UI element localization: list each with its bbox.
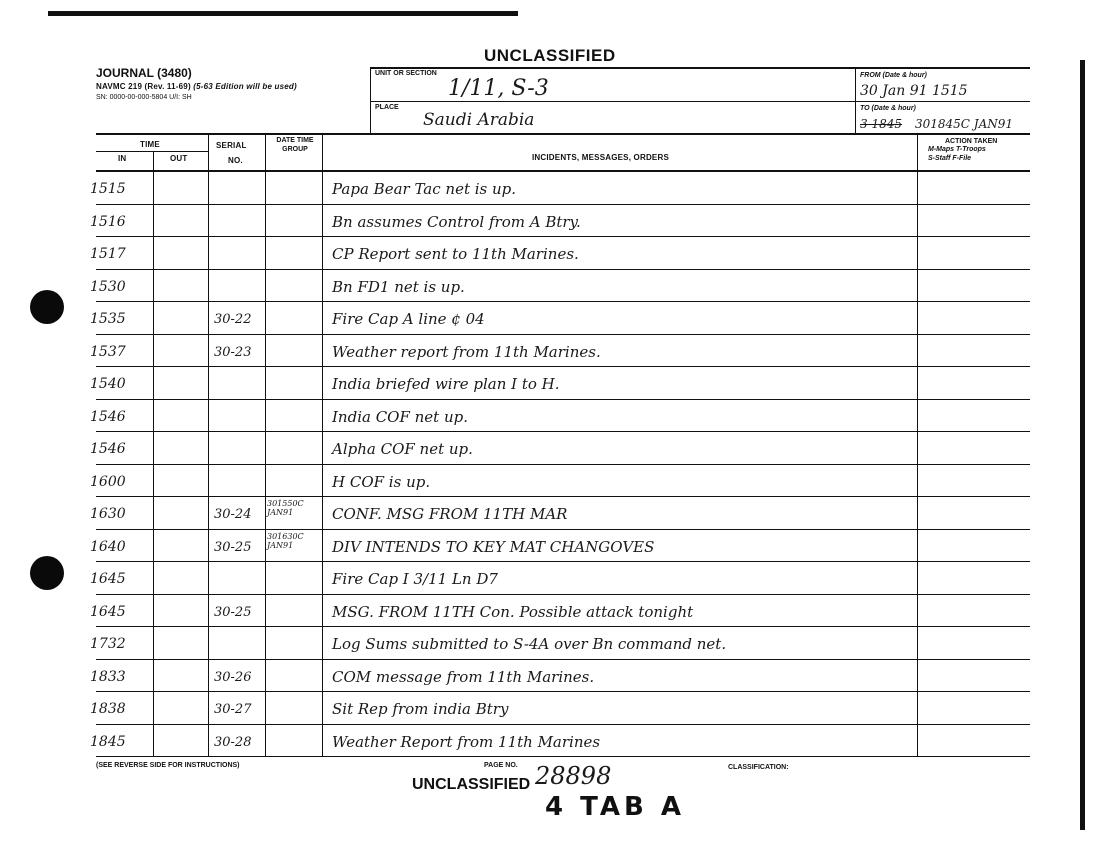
row-serial: 30-22 bbox=[214, 312, 252, 327]
row-time: 1540 bbox=[90, 376, 126, 392]
col-incidents: INCIDENTS, MESSAGES, ORDERS bbox=[532, 153, 669, 162]
row-time: 1645 bbox=[90, 571, 126, 587]
row-divider bbox=[96, 464, 1030, 465]
row-divider bbox=[96, 431, 1030, 432]
col-dtg: DATE TIME GROUP bbox=[276, 137, 314, 153]
col-time: TIME bbox=[140, 140, 160, 149]
row-divider bbox=[96, 399, 1030, 400]
form-edition-text: (5-63 Edition will be used) bbox=[193, 82, 297, 91]
place-label: PLACE bbox=[375, 104, 399, 111]
row-divider bbox=[96, 301, 1030, 302]
row-time: 1845 bbox=[90, 733, 126, 750]
row-time: 1630 bbox=[90, 506, 126, 522]
binder-hole-top bbox=[30, 290, 64, 324]
tab-mark: 4 TAB A bbox=[545, 792, 685, 822]
place-value: Saudi Arabia bbox=[423, 110, 535, 130]
row-divider bbox=[96, 561, 1030, 562]
row-dtg: 301550C JAN91 bbox=[267, 499, 304, 517]
row-time: 1516 bbox=[90, 213, 126, 230]
row-time: 1732 bbox=[90, 636, 126, 652]
row-time: 1546 bbox=[90, 408, 126, 425]
to-strike: 3 1845 bbox=[860, 117, 902, 131]
row-incident: India briefed wire plan I to H. bbox=[332, 375, 560, 393]
row-incident: Fire Cap A line ¢ 04 bbox=[332, 310, 485, 328]
row-divider bbox=[96, 659, 1030, 660]
unit-label: UNIT OR SECTION bbox=[375, 70, 437, 77]
row-divider bbox=[96, 269, 1030, 270]
handwritten-page-number: 28898 bbox=[535, 762, 612, 790]
col-serial: SERIAL bbox=[216, 141, 247, 150]
row-incident: Fire Cap I 3/11 Ln D7 bbox=[332, 570, 498, 588]
row-incident: DIV INTENDS TO KEY MAT CHANGOVES bbox=[332, 537, 655, 556]
row-incident: Bn assumes Control from A Btry. bbox=[332, 212, 581, 231]
form-title: JOURNAL (3480) bbox=[96, 66, 192, 80]
form-number bbox=[96, 82, 297, 91]
row-incident: Weather Report from 11th Marines bbox=[332, 732, 601, 751]
row-divider bbox=[96, 204, 1030, 205]
classification-top: UNCLASSIFIED bbox=[484, 46, 616, 65]
row-time: 1600 bbox=[90, 473, 126, 490]
right-scan-bar bbox=[1080, 60, 1085, 830]
row-divider bbox=[96, 756, 1030, 757]
row-divider bbox=[96, 236, 1030, 237]
row-serial: 30-25 bbox=[214, 539, 252, 555]
col-serial-no: NO. bbox=[228, 156, 243, 165]
row-divider bbox=[96, 529, 1030, 530]
row-time: 1517 bbox=[90, 246, 126, 262]
row-incident: Log Sums submitted to S-4A over Bn command net. bbox=[332, 635, 727, 653]
col-in: IN bbox=[118, 154, 127, 163]
row-divider bbox=[96, 496, 1030, 497]
top-scan-bar bbox=[48, 11, 518, 16]
row-divider bbox=[96, 594, 1030, 595]
row-time: 1546 bbox=[90, 441, 126, 457]
row-serial: 30-24 bbox=[214, 507, 252, 522]
classification-bottom: UNCLASSIFIED bbox=[412, 776, 531, 793]
row-divider bbox=[96, 366, 1030, 367]
to-value: 301845C JAN91 bbox=[915, 117, 1014, 131]
row-time: 1530 bbox=[90, 278, 126, 295]
form-sn: SN: 0000-00-000-5804 U/I: SH bbox=[96, 94, 192, 101]
row-dtg: 301630C JAN91 bbox=[267, 531, 304, 550]
row-incident: Weather report from 11th Marines. bbox=[332, 342, 601, 361]
row-serial: 30-27 bbox=[214, 702, 252, 717]
row-incident: H COF is up. bbox=[332, 472, 431, 491]
row-incident: Papa Bear Tac net is up. bbox=[332, 180, 517, 198]
from-label: FROM (Date & hour) bbox=[860, 72, 927, 79]
row-incident: Sit Rep from india Btry bbox=[332, 700, 509, 718]
unit-value: 1/11, S-3 bbox=[448, 76, 549, 101]
row-incident: COM message from 11th Marines. bbox=[332, 667, 595, 686]
row-incident: India COF net up. bbox=[332, 407, 469, 426]
form-number-text: NAVMC 219 (Rev. 11-69) bbox=[96, 82, 191, 91]
row-incident: CONF. MSG FROM 11TH MAR bbox=[332, 505, 568, 523]
row-divider bbox=[96, 691, 1030, 692]
row-serial: 30-23 bbox=[214, 344, 252, 360]
col-action: ACTION TAKEN bbox=[945, 138, 998, 145]
footer-instructions: (SEE REVERSE SIDE FOR INSTRUCTIONS) bbox=[96, 762, 240, 769]
row-time: 1838 bbox=[90, 701, 126, 717]
row-divider bbox=[96, 334, 1030, 335]
binder-hole-bottom bbox=[30, 556, 64, 590]
row-serial: 30-28 bbox=[214, 734, 252, 750]
row-divider bbox=[96, 626, 1030, 627]
row-incident: MSG. FROM 11TH Con. Possible attack tonight bbox=[332, 602, 694, 621]
row-time: 1640 bbox=[90, 538, 126, 555]
row-time: 1515 bbox=[90, 181, 126, 197]
row-incident: Bn FD1 net is up. bbox=[332, 277, 465, 296]
from-value: 30 Jan 91 1515 bbox=[860, 83, 968, 99]
row-divider bbox=[96, 724, 1030, 725]
col-out: OUT bbox=[170, 154, 188, 163]
col-action-codes: M-Maps T-Troops bbox=[928, 146, 986, 153]
row-time: 1645 bbox=[90, 603, 126, 620]
row-incident: CP Report sent to 11th Marines. bbox=[332, 245, 579, 263]
row-time: 1833 bbox=[90, 668, 126, 685]
to-label: TO (Date & hour) bbox=[860, 105, 916, 112]
footer-classification-label: CLASSIFICATION: bbox=[728, 764, 789, 771]
row-time: 1535 bbox=[90, 311, 126, 327]
footer-page-no-label: PAGE NO. bbox=[484, 762, 518, 769]
row-serial: 30-26 bbox=[214, 669, 252, 685]
col-action-codes2: S-Staff F-File bbox=[928, 155, 972, 162]
row-time: 1537 bbox=[90, 343, 126, 360]
row-serial: 30-25 bbox=[214, 604, 252, 620]
row-incident: Alpha COF net up. bbox=[332, 440, 473, 458]
